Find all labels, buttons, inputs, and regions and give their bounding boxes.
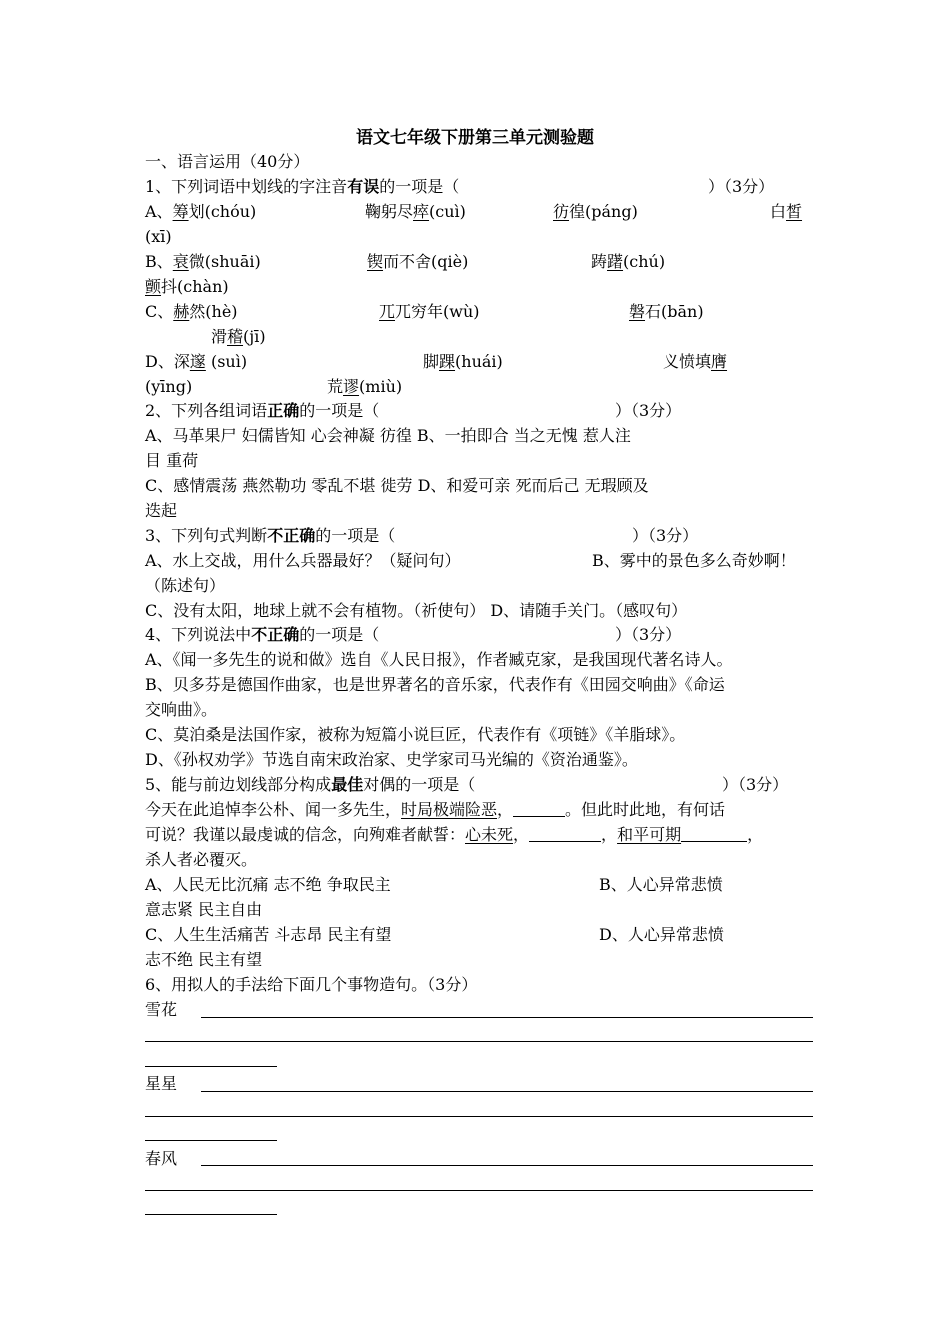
q1-option-a-cont: (xī) (145, 227, 172, 246)
answer-line[interactable] (145, 1190, 813, 1191)
q5-option-d: D、人心异常悲愤 (599, 925, 724, 944)
page-title: 语文七年级下册第三单元测验题 (356, 128, 594, 148)
q6-stem: 6、用拟人的手法给下面几个事物造句。（3分） (145, 975, 478, 994)
answer-line[interactable] (201, 1165, 813, 1166)
q5-option-a: A、人民无比沉痛 志不绝 争取民主 (145, 875, 391, 894)
q2-line-3: C、感情震荡 燕然勒功 零乱不堪 徙劳 D、和爱可亲 死而后己 无瑕顾及 (145, 476, 649, 495)
q2-line-4: 迭起 (145, 501, 178, 520)
q1-option-c-cont: 滑稽(jī) (211, 327, 266, 346)
answer-line[interactable] (145, 1066, 277, 1067)
blank-line (513, 800, 565, 817)
answer-line[interactable] (145, 1041, 813, 1042)
q5-passage-3: 杀人者必覆灭。 (145, 850, 258, 869)
section-heading: 一、语言运用（40分） (145, 152, 310, 171)
q5-passage-1: 今天在此追悼李公朴、闻一多先生，时局极端险恶， 。但此时此地，有何话 (145, 800, 726, 819)
q3-options-cd: C、没有太阳，地球上就不会有植物。（祈使句） D、请随手关门。（感叹句） (145, 601, 688, 620)
q3-stem: 3、下列句式判断不正确的一项是（ (145, 526, 396, 545)
q3-answer-paren: ）（3分） (632, 526, 699, 545)
answer-line[interactable] (145, 1140, 277, 1141)
q6-item-snow: 雪花 (145, 1000, 178, 1019)
answer-line[interactable] (145, 1214, 277, 1215)
q4-answer-paren: ）（3分） (615, 625, 682, 644)
q3-option-b: B、雾中的景色多么奇妙啊！ (592, 551, 796, 570)
q4-option-a: A、《闻一多先生的说和做》选自《人民日报》，作者臧克家，是我国现代著名诗人。 (145, 650, 733, 669)
q3-option-b-cont: （陈述句） (145, 576, 226, 595)
q5-stem: 5、能与前边划线部分构成最佳对偶的一项是（ (145, 775, 476, 794)
answer-line[interactable] (145, 1116, 813, 1117)
q1-answer-paren: ）（3分） (708, 177, 775, 196)
q5-answer-paren: ）（3分） (722, 775, 789, 794)
answer-line[interactable] (201, 1017, 813, 1018)
q6-item-star: 星星 (145, 1074, 178, 1093)
q6-item-spring-wind: 春风 (145, 1149, 178, 1168)
blank-line (681, 825, 747, 842)
q4-stem: 4、下列说法中不正确的一项是（ (145, 625, 380, 644)
q5-option-cd-cont: 志不绝 民主有望 (145, 950, 263, 969)
q5-passage-2: 可说？我谨以最虔诚的信念，向殉难者献誓：心未死， ，和平可期 ， (145, 825, 764, 844)
blank-line (529, 825, 601, 842)
q4-option-b: B、贝多芬是德国作曲家，也是世界著名的音乐家，代表作有《田园交响曲》《命运 (145, 675, 725, 694)
q2-line-1: A、马革果尸 妇儒皆知 心会神凝 彷徨 B、一拍即合 当之无愧 惹人注 (145, 426, 631, 445)
q2-stem: 2、下列各组词语正确的一项是（ (145, 401, 380, 420)
q2-answer-paren: ）（3分） (615, 401, 682, 420)
q4-option-c: C、莫泊桑是法国作家，被称为短篇小说巨匠，代表作有《项链》《羊脂球》。 (145, 725, 686, 744)
q5-option-ab-cont: 意志紧 民主自由 (145, 900, 263, 919)
q4-option-b-cont: 交响曲》。 (145, 700, 218, 719)
q2-line-2: 目 重荷 (145, 451, 199, 470)
q5-option-c: C、人生生活痛苦 斗志昂 民主有望 (145, 925, 392, 944)
answer-line[interactable] (201, 1091, 813, 1092)
q5-option-b: B、人心异常悲愤 (599, 875, 723, 894)
q4-option-d: D、《孙权劝学》节选自南宋政治家、史学家司马光编的《资治通鉴》。 (145, 750, 638, 769)
q3-option-a: A、水上交战，用什么兵器最好？（疑问句） (145, 551, 461, 570)
q1-option-b-cont: 颤抖(chàn) (145, 277, 229, 296)
exam-page: 语文七年级下册第三单元测验题 一、语言运用（40分） 1、下列词语中划线的字注音有误的一项是（ ）（3分） A、筹划(chóu) 鞠躬尽瘁(cuì) 彷徨(páng) 白皙 (xī) B、衰微(shuāi) 锲而不舍(qiè) 踌躇(chú) 颤抖(chàn) C、赫然(hè) 兀兀穷年(wù) 磐石(bān) 滑稽(jī) D、深邃 (suì) 脚踝(huái) 义愤填膺 (yīng) 荒谬(miù) 2、下列各组词语正确的一项是（ ）（3分） A、马革果尸 妇儒皆知 心会神凝 彷徨 B、一拍即合 当之无愧 惹人注 目 重荷 C、感情震荡 燕然勒功 零乱不堪 徙劳 D、和爱可亲 死而后己 无瑕顾及 迭起 3、下列句式判断不正确的一项是（ ）（3分） A、水上交战，用什么兵器最好？（疑问句） B、雾中的景色多么奇妙啊！ （陈述句） C、没有太阳，地球上就不会有植物。（祈使句） D、请随手关门。（感叹句） 4、下列说法中不正确的一项是（ ）（3分） A、《闻一多先生的说和做》选自《人民日报》，作者臧克家，是我国现代著名诗人。 B、贝多芬是德国作曲家，也是世界著名的音乐家，代表作有《田园交响曲》《命运 交响曲》。 C、莫泊桑是法国作家，被称为短篇小说巨匠，代表作有《项链》《羊脂球》。 D、《孙权劝学》节选自南宋政治家、史学家司马光编的《资治通鉴》。 5、能与前边划线部分构成最佳对偶的一项是（ ）（3分） 今天在此追悼李公朴、闻一多先生，时局极端险恶， 。但此时此地，有何话 可说？我谨以最虔诚的信念，向殉难者献誓：心未死， ，和平可期 ， 杀人者必覆灭。 A、人民无比沉痛 志不绝 争取民主 B、人心异常悲愤 意志紧 民主自由 C、人生生活痛苦 斗志昂 民主有望 D、人心异常悲愤 志不绝 民主有望 6、用拟人的手法给下面几个事物造句。（3分） 雪花 星星 春风 (0, 0, 950, 1344)
q1-stem: 1、下列词语中划线的字注音有误的一项是（ (145, 177, 460, 196)
